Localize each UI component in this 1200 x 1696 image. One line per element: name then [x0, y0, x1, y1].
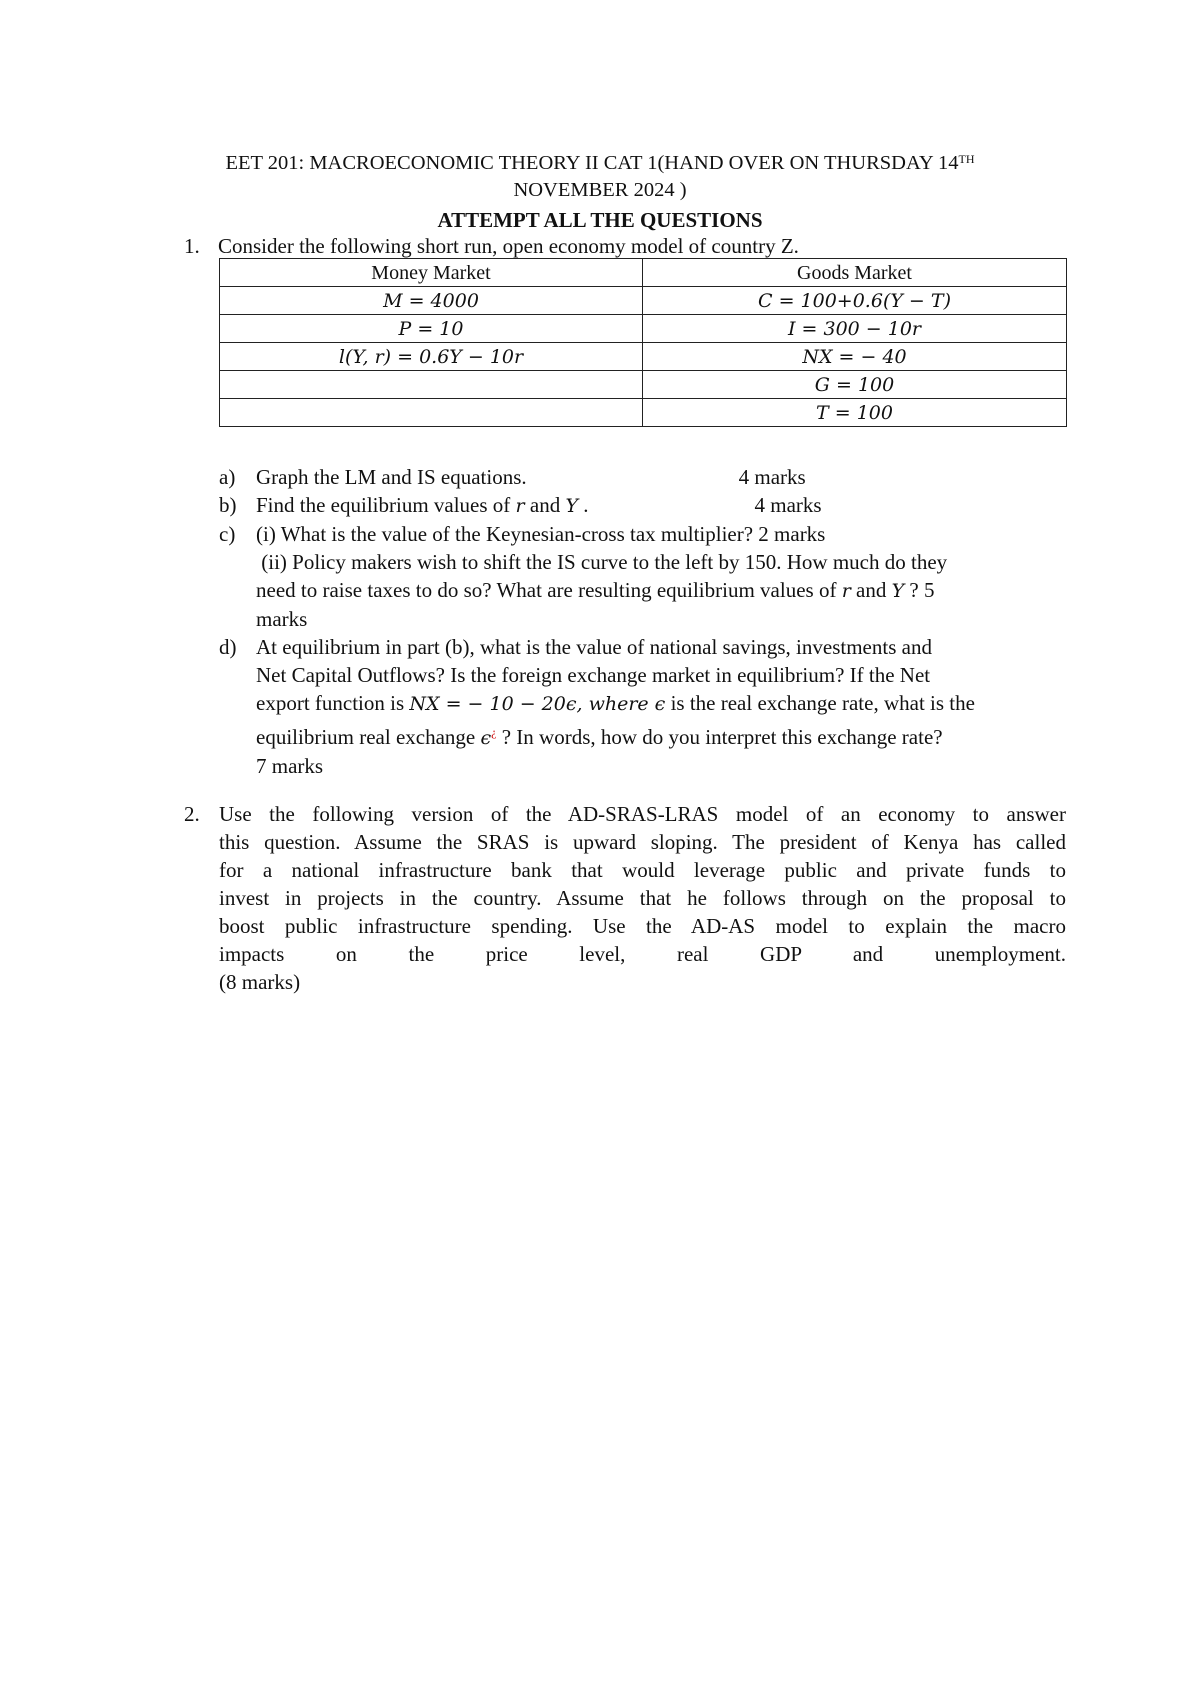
question-2-line: for a national infrastructure bank that would leverage public and private funds to — [219, 858, 1066, 882]
epsilon-symbol: ϵ — [480, 727, 492, 749]
part-c-line-i: (i) What is the value of the Keynesian-cross tax multiplier? 2 marks — [256, 522, 826, 546]
table-header-money: Money Market — [220, 259, 643, 287]
question-2-line: this question. Assume the SRAS is upward sloping. The president of Kenya has called — [219, 830, 1066, 854]
table-cell: NX = − 40 — [643, 343, 1067, 371]
table-cell — [220, 399, 643, 427]
table-cell: M = 4000 — [220, 287, 643, 315]
part-a-text: Graph the LM and IS equations. — [256, 465, 527, 489]
table-cell: I = 300 − 10r — [643, 315, 1067, 343]
part-d-line-4: equilibrium real exchange ϵ¿ ? In words, how do you interpret this exchange rate? — [256, 725, 943, 749]
part-a — [219, 463, 1069, 491]
question-2-number: 2. — [184, 802, 200, 826]
part-d-line-5: 7 marks — [256, 754, 324, 778]
table-row — [220, 343, 1067, 371]
part-c-line-ii-1: (ii) Policy makers wish to shift the IS curve to the left by 150. How much do they — [256, 550, 948, 574]
part-a-label: a) — [219, 465, 236, 489]
question-2-line: boost public infrastructure spending. Use the AD-AS model to explain the macro — [219, 914, 1066, 938]
title-superscript: TH — [958, 152, 975, 166]
var-r: r — [515, 495, 525, 517]
part-c-line-ii-2: need to raise taxes to do so? What are resulting equilibrium values of r and Y ? 5 — [256, 578, 935, 602]
table-cell: P = 10 — [220, 315, 643, 343]
instruction-heading: ATTEMPT ALL THE QUESTIONS — [437, 208, 763, 232]
title-line-1: EET 201: MACROECONOMIC THEORY II CAT 1(HAND OVER ON THURSDAY 14TH — [225, 152, 975, 174]
part-d-line-2: Net Capital Outflows? Is the foreign exchange market in equilibrium? If the Net — [256, 663, 931, 687]
part-b: b) Find the equilibrium values of r and Y . 4 marks — [219, 493, 822, 517]
part-c-line-ii-3: marks — [256, 607, 308, 631]
table-cell: l(Y, r) = 0.6Y − 10r — [220, 343, 643, 371]
table-row — [220, 399, 1067, 427]
model-table — [219, 258, 1067, 427]
table-row — [220, 287, 1067, 315]
epsilon-superscript: ¿ — [491, 725, 497, 739]
part-d-line-3: export function is NX = − 10 − 20ϵ, where ϵ is the real exchange rate, what is the — [256, 691, 975, 715]
table-header-goods: Goods Market — [643, 259, 1067, 287]
table-cell: G = 100 — [643, 371, 1067, 399]
var-y: Y — [565, 495, 579, 517]
question-2-line: (8 marks) — [219, 970, 301, 994]
table-header-row — [220, 259, 1067, 287]
table-row — [220, 371, 1067, 399]
question-1-text: Consider the following short run, open economy model of country Z. — [218, 234, 799, 258]
table-cell: T = 100 — [643, 399, 1067, 427]
part-c-label: c) — [219, 522, 236, 546]
question-1-number: 1. — [184, 234, 200, 258]
table-cell: C = 100+0.6(Y − T) — [643, 287, 1067, 315]
part-a-marks: 4 marks — [738, 465, 806, 489]
document-title — [150, 150, 1050, 204]
question-1-parts — [219, 463, 1069, 780]
table-cell — [220, 371, 643, 399]
title-line-2: NOVEMBER 2024 ) — [513, 179, 687, 201]
part-b-marks: 4 marks — [754, 493, 822, 517]
part-d — [219, 633, 1069, 780]
part-c — [219, 520, 1069, 633]
question-2-line: impacts on the price level, real GDP and unemployment. — [219, 942, 1066, 966]
question-2-line: invest in projects in the country. Assume that he follows through on the proposal to — [219, 886, 1066, 910]
nx-formula: NX = − 10 − 20ϵ, where ϵ — [409, 693, 666, 715]
question-2-text — [219, 800, 1066, 996]
part-d-label: d) — [219, 635, 237, 659]
part-d-line-1: At equilibrium in part (b), what is the value of national savings, investments and — [256, 635, 932, 659]
question-2-line: Use the following version of the AD-SRAS-LRAS model of an economy to answer — [219, 802, 1066, 826]
part-b-label: b) — [219, 493, 237, 517]
table-row — [220, 315, 1067, 343]
